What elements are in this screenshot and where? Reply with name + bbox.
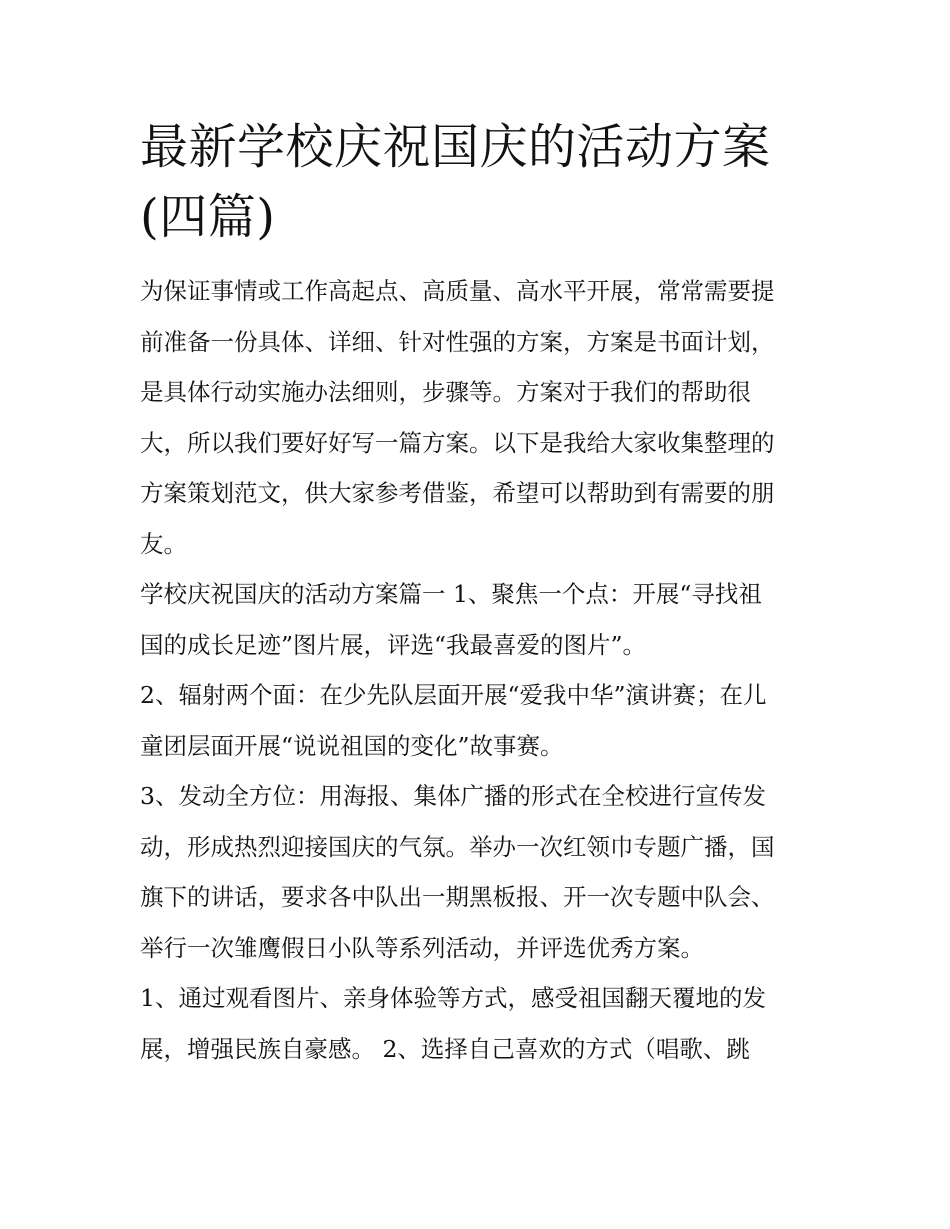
- list-item-paragraph: [140, 973, 816, 1074]
- text-line: 1、通过观看图片、亲身体验等方式，感受祖国翻天覆地的发: [140, 984, 766, 1012]
- list-item-paragraph: [140, 670, 816, 771]
- text-line: 2、辐射两个面：在少先队层面开展“爱我中华”演讲赛；在儿: [140, 681, 767, 709]
- text-line: 童团层面开展“说说祖国的变化”故事赛。: [140, 731, 564, 760]
- text-line: 动，形成热烈迎接国庆的气氛。举办一次红领巾专题广播，国: [140, 832, 775, 861]
- text-line: 方案策划范文，供大家参考借鉴，希望可以帮助到有需要的朋: [140, 479, 775, 507]
- title-line: 最新学校庆祝国庆的活动方案: [140, 119, 771, 175]
- document-body: [140, 266, 816, 1074]
- intro-paragraph: [140, 266, 816, 569]
- text-line: 友。: [140, 529, 187, 558]
- text-line: 是具体行动实施办法细则，步骤等。方案对于我们的帮助很: [140, 378, 751, 406]
- list-item-paragraph: [140, 771, 816, 973]
- text-line: 大，所以我们要好好写一篇方案。以下是我给大家收集整理的: [140, 428, 775, 457]
- document-page: [140, 112, 816, 1074]
- text-line: 国的成长足迹”图片展，评选“我最喜爱的图片”。: [140, 630, 647, 659]
- text-line: 举行一次雏鹰假日小队等系列活动，并评选优秀方案。: [140, 933, 704, 962]
- document-title: [140, 112, 816, 252]
- text-line: 3、发动全方位：用海报、集体广播的形式在全校进行宣传发: [140, 782, 766, 810]
- text-line: 学校庆祝国庆的活动方案篇一 1、聚焦一个点：开展“寻找祖: [140, 580, 762, 608]
- section-one-paragraph: [140, 569, 816, 670]
- text-line: 为保证事情或工作高起点、高质量、高水平开展，常常需要提: [140, 277, 775, 305]
- text-line: 展，增强民族自豪感。 2、选择自己喜欢的方式（唱歌、跳: [140, 1034, 750, 1063]
- text-line: 前准备一份具体、详细、针对性强的方案，方案是书面计划，: [140, 327, 775, 356]
- title-line: (四篇): [140, 189, 276, 245]
- text-line: 旗下的讲话，要求各中队出一期黑板报、开一次专题中队会、: [140, 883, 775, 911]
